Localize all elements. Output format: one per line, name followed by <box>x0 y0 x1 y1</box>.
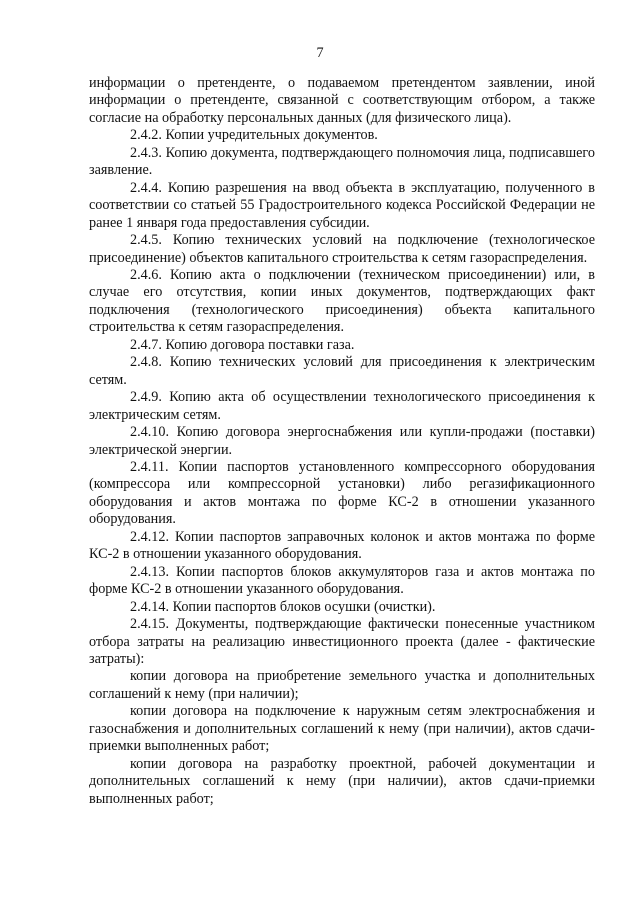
paragraph: 2.4.8. Копию технических условий для присоединения к электрическим сетям. <box>89 354 595 388</box>
paragraph: 2.4.14. Копии паспортов блоков осушки (очистки). <box>130 598 436 615</box>
paragraph: 2.4.3. Копию документа, подтверждающего полномочия лица, подписавшего заявление. <box>89 144 595 179</box>
paragraph: 2.4.10. Копию договора энергоснабжения или купли-продажи (поставки) электрической энергии. <box>89 424 595 458</box>
paragraph: 2.4.15. Документы, подтверждающие фактически понесенные участником отбора затраты на реализацию инвестиционного проекта (далее - фактические затраты): <box>89 616 595 667</box>
paragraph: 2.4.5. Копию технических условий на подключение (технологическое присоединение) объектов капитального строительства к сетям газораспределения. <box>89 232 595 266</box>
paragraph: копии договора на подключение к наружным сетям электроснабжения и газоснабжения и дополнительных соглашений к нему (при наличии), актов сдачи-приемки выполненных работ; <box>89 703 595 755</box>
document-body <box>89 75 595 808</box>
paragraph: 2.4.12. Копии паспортов заправочных колонок и актов монтажа по форме КС-2 в отношении указанного оборудования. <box>89 528 595 563</box>
paragraph: 2.4.2. Копии учредительных документов. <box>130 127 378 144</box>
paragraph: 2.4.6. Копию акта о подключении (техническом присоединении) или, в случае его отсутствия, копии иных документов, подтверждающих факт подключения (технологического присоединения) объекта капитального строительства к сетям газораспределения. <box>89 266 595 336</box>
paragraph: информации о претенденте, о подаваемом претендентом заявлении, иной информации о претенденте, связанной с соответствующим отбором, а также согласие на обработку персональных данных (для физического лица). <box>89 75 595 126</box>
paragraph: 2.4.9. Копию акта об осуществлении технологического присоединения к электрическим сетям. <box>89 389 595 423</box>
page-number: 7 <box>316 45 324 61</box>
paragraph: 2.4.4. Копию разрешения на ввод объекта в эксплуатацию, полученного в соответствии со статьей 55 Градостроительного кодекса Российской Федерации не ранее 1 января года предоставления субсидии. <box>89 179 595 231</box>
paragraph: копии договора на разработку проектной, рабочей документации и дополнительных соглашений к нему (при наличии), актов сдачи-приемки выполненных работ; <box>89 755 595 807</box>
paragraph: 2.4.11. Копии паспортов установленного компрессорного оборудования (компрессора или компрессорной установки) либо регазификационного оборудования и актов монтажа по форме КС-2 в отношении указанного оборудования. <box>89 458 595 528</box>
paragraph: копии договора на приобретение земельного участка и дополнительных соглашений к нему (при наличии); <box>89 668 595 702</box>
paragraph: 2.4.7. Копию договора поставки газа. <box>130 336 355 353</box>
paragraph: 2.4.13. Копии паспортов блоков аккумуляторов газа и актов монтажа по форме КС-2 в отношении указанного оборудования. <box>89 563 595 598</box>
